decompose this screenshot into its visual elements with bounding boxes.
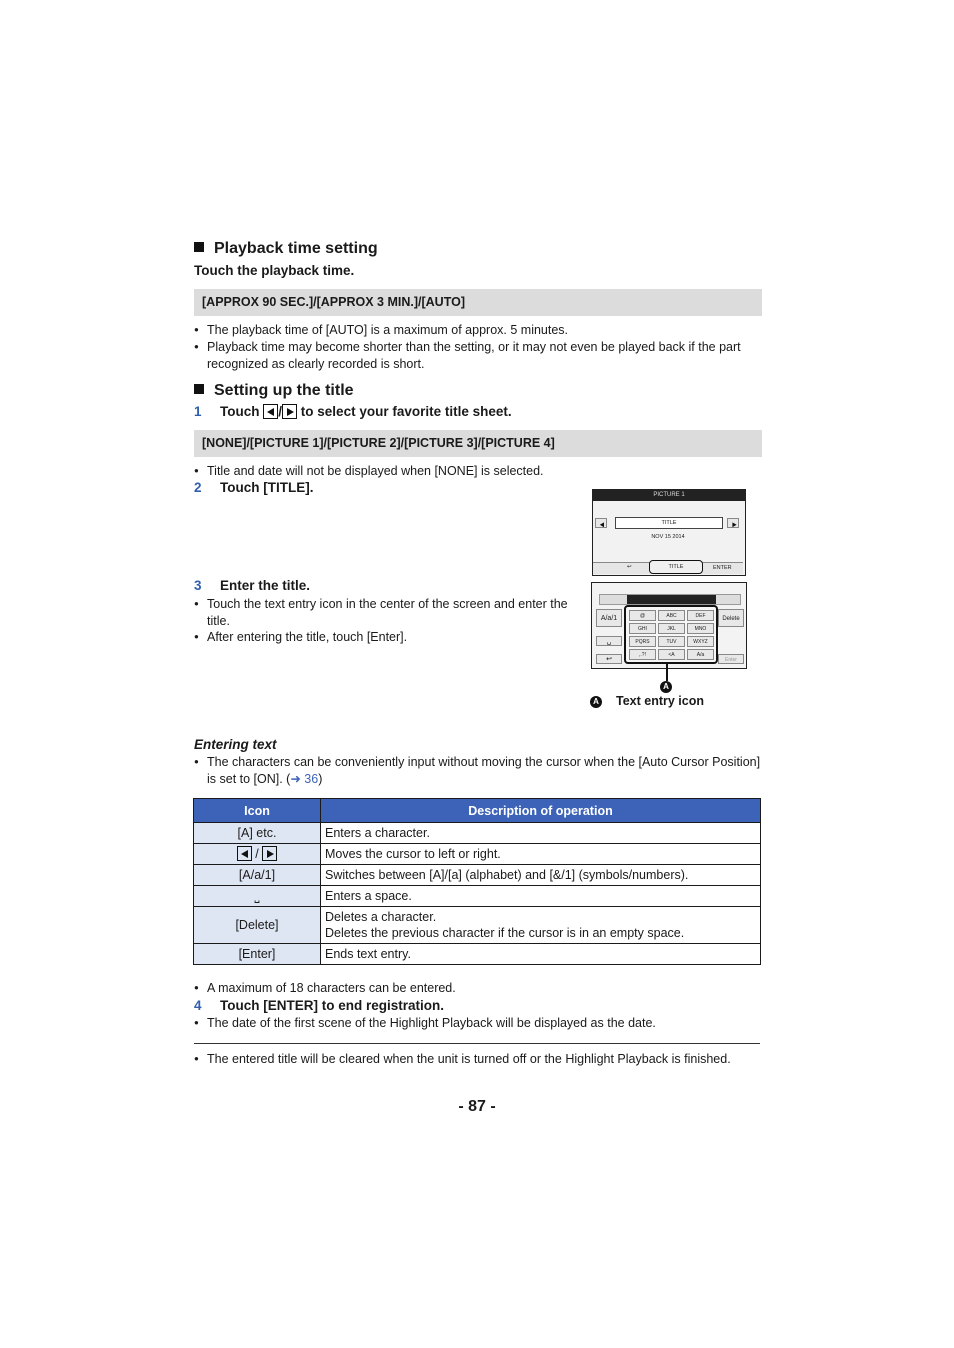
icon-cell: [Delete] bbox=[194, 907, 321, 944]
step-3: 3 Enter the title. bbox=[194, 578, 311, 593]
max-chars-note: ● A maximum of 18 characters can be entered. bbox=[194, 980, 767, 997]
icon-cell: [A] etc. bbox=[194, 823, 321, 844]
mode-button[interactable]: A/a/1 bbox=[596, 609, 622, 627]
right-arrow-icon bbox=[730, 521, 736, 526]
desc-cell: Ends text entry. bbox=[321, 944, 761, 965]
text-entry-icon-area[interactable] bbox=[624, 605, 718, 664]
delete-button[interactable]: Delete bbox=[718, 609, 744, 627]
title-sheet-screen bbox=[592, 489, 746, 576]
step3-note-2: ● After entering the title, touch [Enter]. bbox=[194, 629, 577, 646]
square-bullet-icon bbox=[194, 242, 204, 252]
playback-note-1: ● The playback time of [AUTO] is a maximum of approx. 5 minutes. bbox=[194, 322, 777, 339]
text-entry-screen bbox=[591, 582, 747, 669]
desc-cell: Enters a character. bbox=[321, 823, 761, 844]
screen-date: NOV 15 2014 bbox=[651, 534, 685, 540]
key[interactable]: ,.?! bbox=[629, 649, 656, 660]
table-row bbox=[194, 823, 761, 844]
table-row bbox=[194, 886, 761, 907]
table-row bbox=[194, 907, 761, 944]
key[interactable]: TUV bbox=[658, 636, 685, 647]
right-arrow-icon bbox=[262, 846, 277, 861]
playback-note-2: ● Playback time may become shorter than the setting, or it may not even be played back if the part recognized as clearly recorded is short. bbox=[194, 339, 777, 372]
key[interactable]: WXYZ bbox=[687, 636, 714, 647]
step-2: 2 Touch [TITLE]. bbox=[194, 480, 314, 495]
input-display bbox=[627, 595, 716, 604]
title-setup-heading: Setting up the title bbox=[194, 382, 354, 400]
icon-cell: [A/a/1] bbox=[194, 865, 321, 886]
divider bbox=[194, 1043, 760, 1044]
screen-header: PICTURE 1 bbox=[593, 490, 745, 501]
entering-note: ● The characters can be conveniently input without moving the cursor when the [Auto Cursor Position] is set to [ON]. (➜ 36) bbox=[194, 754, 767, 787]
operations-table bbox=[193, 798, 761, 965]
key[interactable]: ABC bbox=[658, 610, 685, 621]
key[interactable]: GHI bbox=[629, 623, 656, 634]
legend-badge: A bbox=[590, 696, 602, 708]
title-field[interactable]: TITLE bbox=[615, 517, 723, 529]
page-link[interactable]: ➜ 36 bbox=[290, 771, 319, 786]
entering-text-heading: Entering text bbox=[194, 737, 277, 752]
left-arrow-icon bbox=[263, 404, 278, 419]
table-row bbox=[194, 865, 761, 886]
header-icon: Icon bbox=[194, 799, 321, 823]
key[interactable]: DEF bbox=[687, 610, 714, 621]
callout-badge: A bbox=[660, 681, 672, 693]
screen-bottom-bar bbox=[593, 562, 743, 574]
page-number: - 87 - bbox=[458, 1098, 496, 1115]
key[interactable]: JKL bbox=[658, 623, 685, 634]
enter-button[interactable]: ENTER bbox=[713, 565, 732, 571]
back-icon[interactable]: ↩ bbox=[596, 654, 622, 664]
enter-button[interactable]: Enter bbox=[718, 654, 744, 664]
key[interactable]: @ bbox=[629, 610, 656, 621]
step-4: 4 Touch [ENTER] to end registration. bbox=[194, 998, 444, 1013]
header-description: Description of operation bbox=[321, 799, 761, 823]
icon-cell: / bbox=[194, 844, 321, 865]
callout-line bbox=[666, 664, 668, 681]
left-arrow-icon bbox=[237, 846, 252, 861]
title-options-bar: [NONE]/[PICTURE 1]/[PICTURE 2]/[PICTURE 3]/[PICTURE 4] bbox=[194, 430, 762, 457]
table-row bbox=[194, 844, 761, 865]
desc-cell: Switches between [A]/[a] (alphabet) and [&/1] (symbols/numbers). bbox=[321, 865, 761, 886]
playback-heading: Playback time setting bbox=[194, 240, 378, 258]
callout-label: Text entry icon bbox=[616, 694, 704, 708]
desc-cell: Deletes a character. Deletes the previous character if the cursor is in an empty space. bbox=[321, 907, 761, 944]
footer-note: ● The entered title will be cleared when the unit is turned off or the Highlight Playback is finished. bbox=[194, 1051, 773, 1068]
key[interactable]: PQRS bbox=[629, 636, 656, 647]
screen-left-button[interactable] bbox=[595, 518, 607, 528]
space-icon: ⎵ bbox=[194, 886, 321, 907]
step3-note-1: ● Touch the text entry icon in the center of the screen and enter the title. bbox=[194, 596, 577, 629]
title-input-bar[interactable] bbox=[599, 594, 741, 605]
screen-right-button[interactable] bbox=[727, 518, 739, 528]
playback-options-bar: [APPROX 90 SEC.]/[APPROX 3 MIN.]/[AUTO] bbox=[194, 289, 762, 316]
key[interactable]: A/a bbox=[687, 649, 714, 660]
title-button[interactable]: TITLE bbox=[649, 560, 703, 574]
back-icon[interactable]: ↩ bbox=[627, 564, 632, 570]
step4-note: ● The date of the first scene of the Highlight Playback will be displayed as the date. bbox=[194, 1015, 767, 1032]
key[interactable]: <A bbox=[658, 649, 685, 660]
desc-cell: Enters a space. bbox=[321, 886, 761, 907]
icon-cell: [Enter] bbox=[194, 944, 321, 965]
square-bullet-icon bbox=[194, 384, 204, 394]
title-note-1: ● Title and date will not be displayed when [NONE] is selected. bbox=[194, 463, 607, 480]
desc-cell: Moves the cursor to left or right. bbox=[321, 844, 761, 865]
table-row bbox=[194, 944, 761, 965]
playback-instruction: Touch the playback time. bbox=[194, 263, 355, 278]
table-header-row bbox=[194, 799, 761, 823]
left-arrow-icon bbox=[598, 521, 604, 526]
step-1: 1 Touch / to select your favorite title sheet. bbox=[194, 404, 512, 419]
key[interactable]: MNO bbox=[687, 623, 714, 634]
right-arrow-icon bbox=[282, 404, 297, 419]
space-button[interactable]: ␣ bbox=[596, 636, 622, 646]
